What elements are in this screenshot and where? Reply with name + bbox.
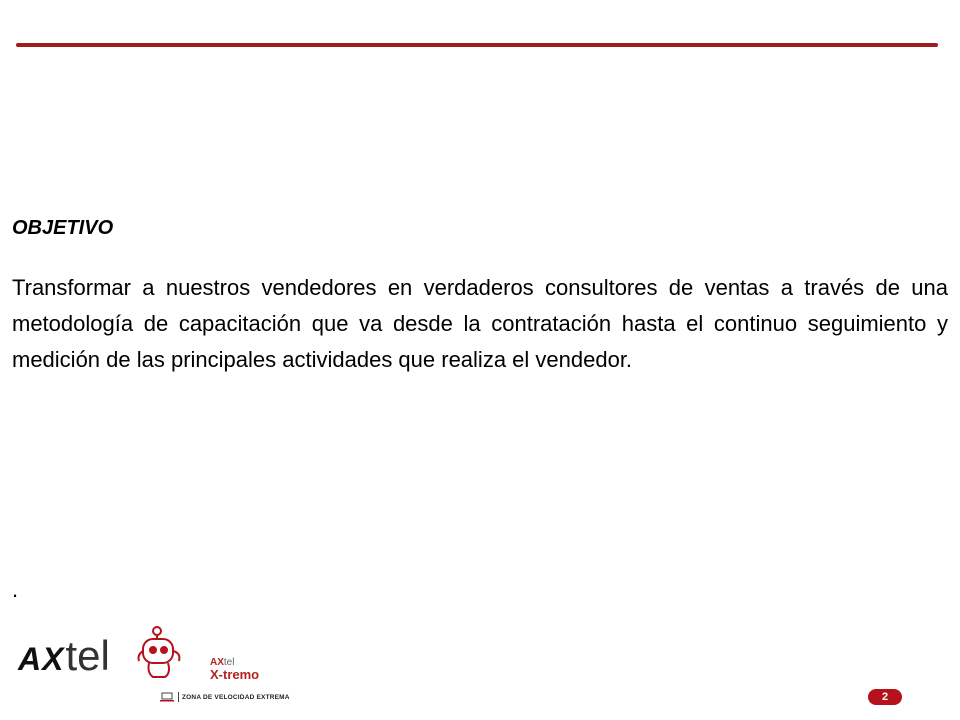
zona-tagline — [160, 692, 290, 702]
xtremo-brand: X-tremo — [210, 667, 260, 682]
slide-heading: OBJETIVO — [12, 217, 114, 239]
laptop-icon — [160, 692, 174, 702]
axtel-logo-ax: AX — [18, 641, 65, 677]
objective-paragraph: Transformar a nuestros vendedores en verdaderos consultores de ventas a través de una metodología de capacitación que va desde la contratación hasta el continuo seguimiento y medición de las principales actividades que realiza el vendedor. — [12, 275, 948, 372]
slide-content — [12, 214, 948, 378]
xtremo-logo — [210, 658, 259, 682]
zona-text: ZONA DE VELOCIDAD EXTREMA — [182, 693, 290, 701]
xtremo-logo-tel: tel — [223, 657, 235, 668]
tagline-separator — [178, 692, 179, 702]
axtel-logo-tel: tel — [65, 632, 110, 679]
page-number-badge: 2 — [868, 689, 902, 705]
xtremo-logo-ax: AX — [210, 657, 224, 668]
stray-period: . — [12, 577, 19, 602]
robot-mascot-icon — [135, 625, 187, 683]
top-divider — [16, 43, 938, 47]
axtel-logo — [18, 632, 110, 680]
